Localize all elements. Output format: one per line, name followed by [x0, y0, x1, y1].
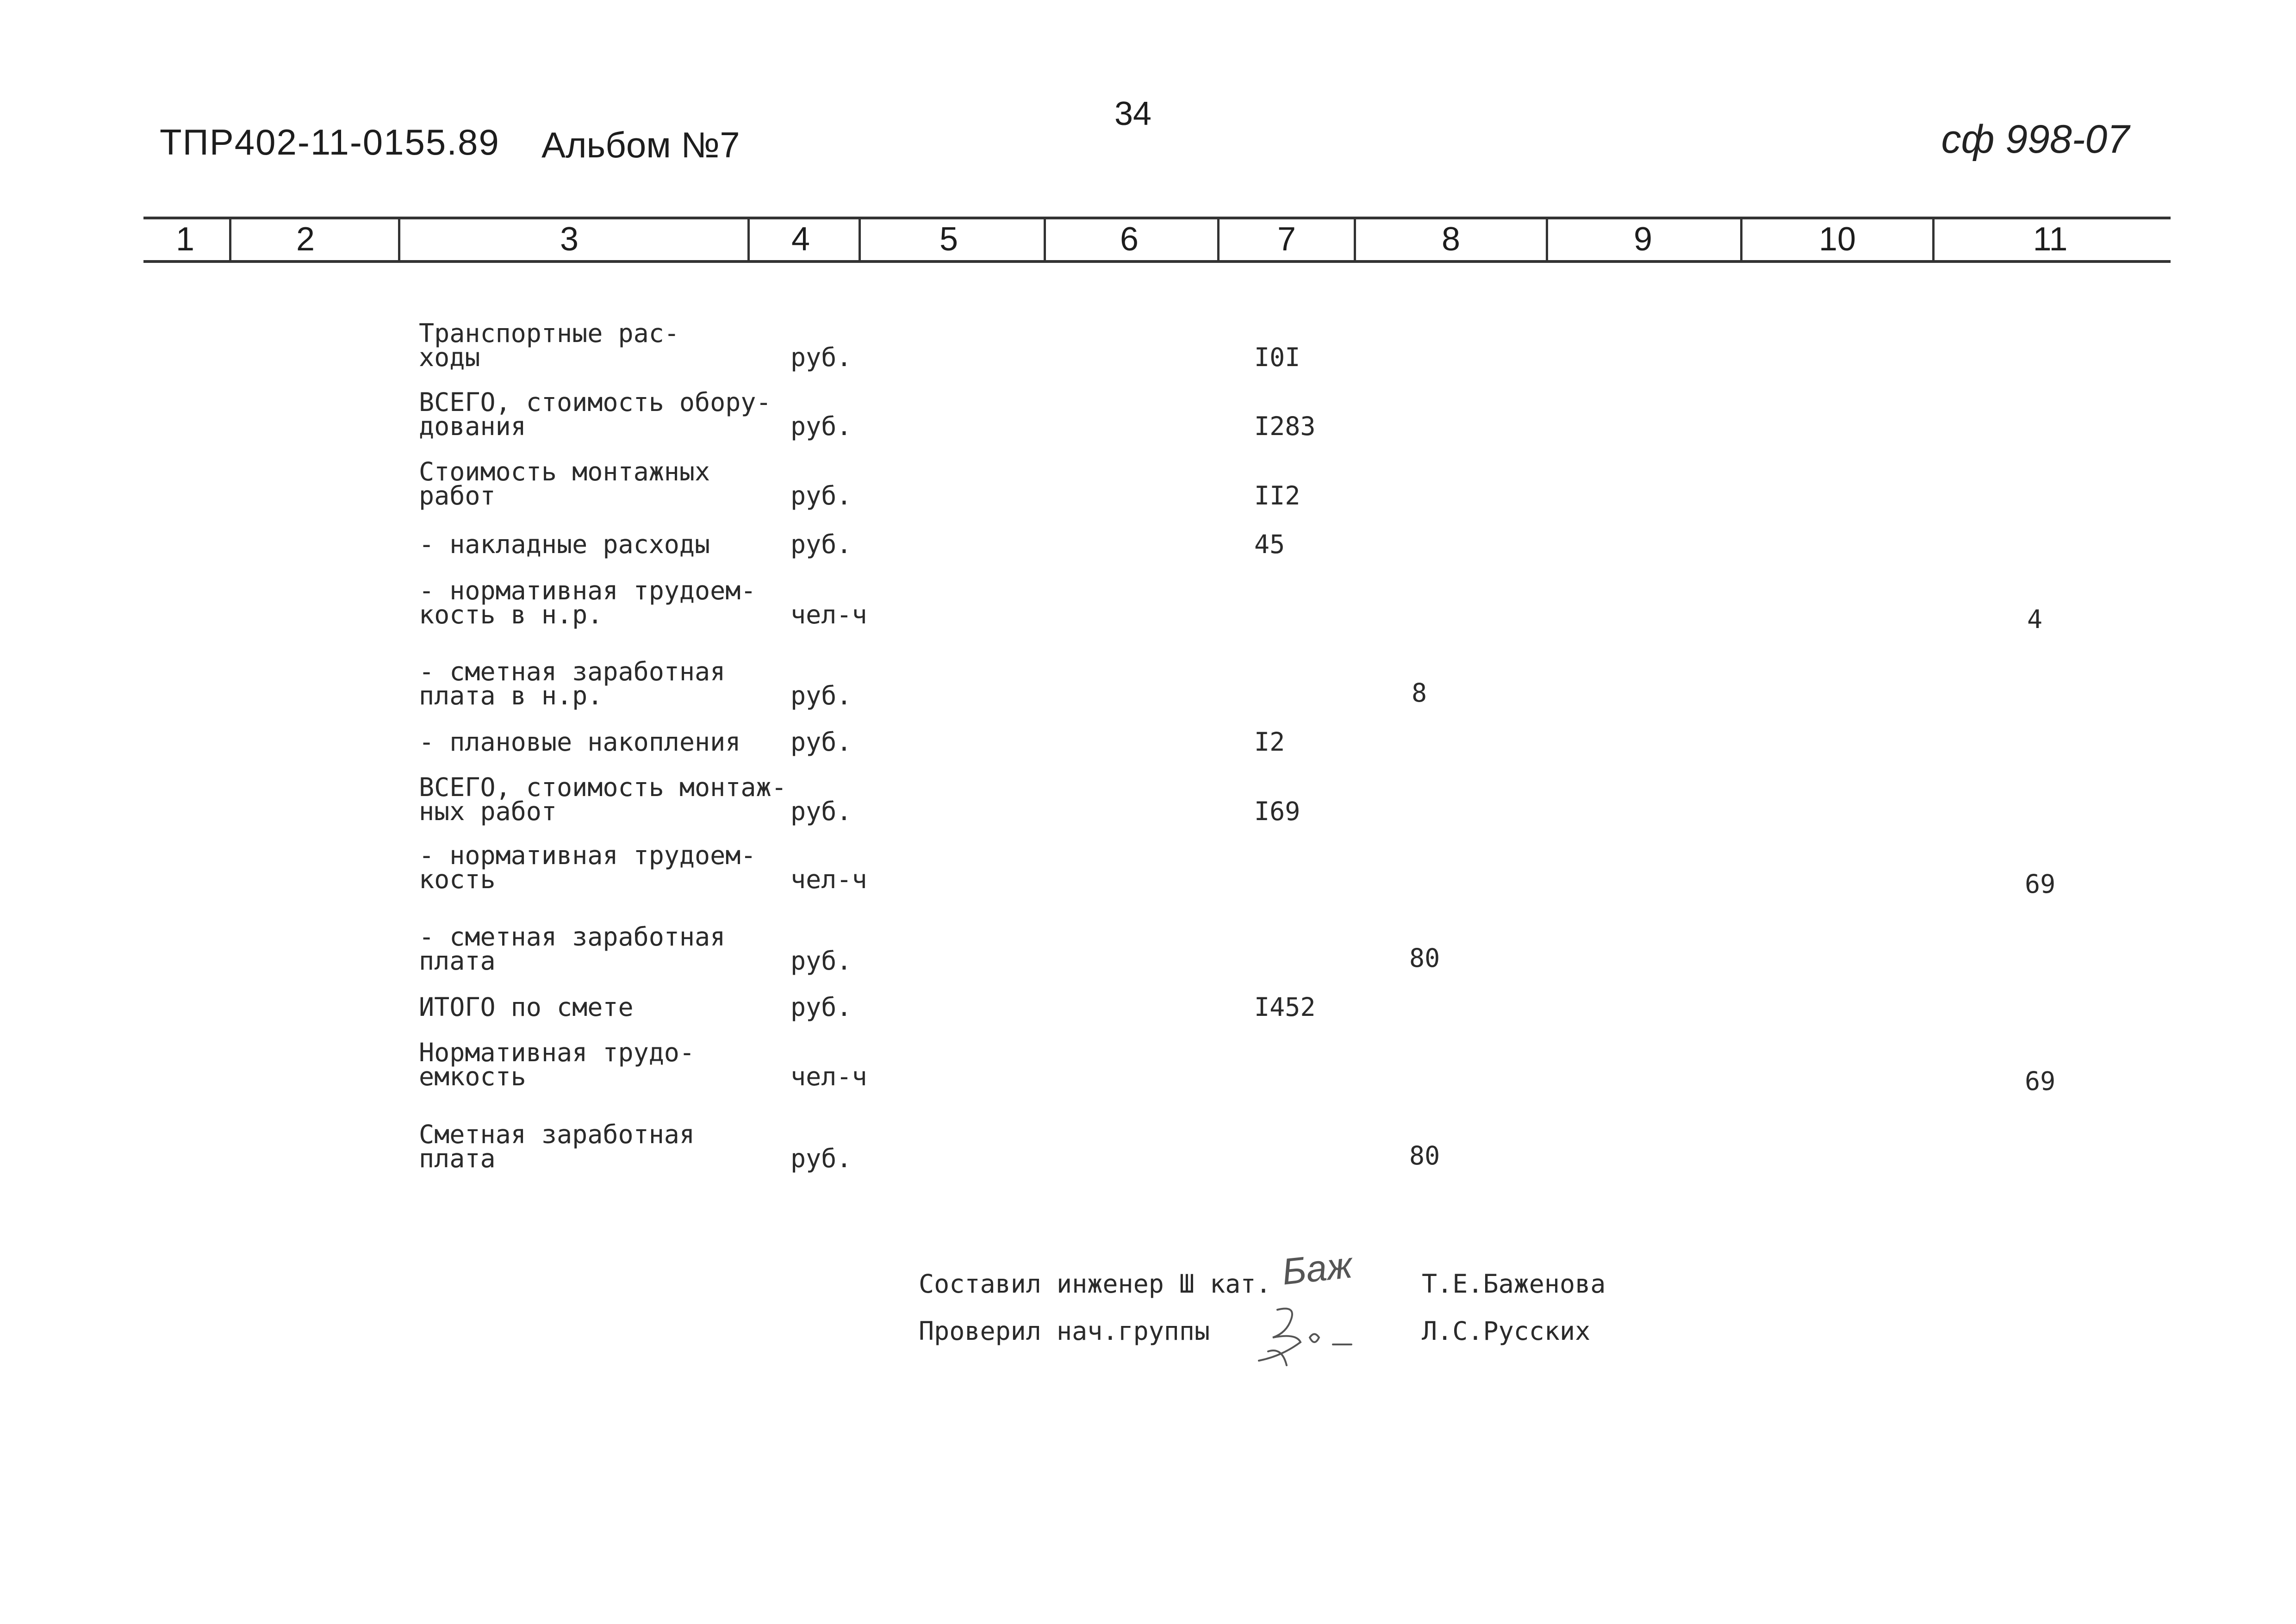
row-label: ВСЕГО, стоимость монтаж- ных работ — [419, 772, 787, 826]
row-value-col7: I0I — [1254, 342, 1300, 372]
row-label: Нормативная трудо- емкость — [419, 1038, 695, 1091]
sheet-code: сф 998-07 — [1941, 117, 2129, 162]
page-number: 34 — [1114, 95, 1152, 132]
row-unit: руб. — [790, 796, 852, 826]
column-number: 7 — [1277, 221, 1296, 258]
compiled-by-name: Т.Е.Баженова — [1422, 1269, 1606, 1299]
row-unit: руб. — [790, 1144, 852, 1173]
album-number: Альбом №7 — [541, 124, 740, 165]
column-number: 2 — [296, 221, 315, 258]
row-label: - нормативная трудоем- кость — [419, 840, 756, 894]
column-divider — [1354, 217, 1356, 263]
column-divider — [1044, 217, 1046, 263]
column-number: 6 — [1120, 221, 1139, 258]
row-label: ВСЕГО, стоимость обору- дования — [419, 387, 772, 441]
checked-by-name: Л.С.Русских — [1422, 1316, 1591, 1346]
column-divider — [229, 217, 231, 263]
row-value-col7: I2 — [1254, 727, 1285, 757]
row-unit: руб. — [790, 946, 852, 976]
column-divider — [747, 217, 750, 263]
column-header-row — [143, 217, 2171, 263]
row-unit: руб. — [790, 529, 852, 559]
row-value-col8: 8 — [1412, 678, 1427, 708]
row-value-col11: 4 — [2027, 604, 2043, 634]
column-number: 5 — [939, 221, 958, 258]
row-label: - сметная заработная плата — [419, 922, 726, 976]
row-value-col7: I452 — [1254, 992, 1316, 1022]
row-unit: руб. — [790, 992, 852, 1022]
header-bottom-rule — [143, 260, 2171, 263]
row-unit: чел-ч — [790, 600, 867, 629]
row-label: Стоимость монтажных работ — [419, 457, 710, 510]
column-divider — [859, 217, 861, 263]
header-top-rule — [143, 217, 2171, 219]
row-label: - плановые накопления — [419, 727, 741, 757]
row-value-col8: 80 — [1409, 943, 1440, 973]
column-number: 3 — [560, 221, 579, 258]
row-value-col7: I283 — [1254, 411, 1316, 441]
column-divider — [1932, 217, 1935, 263]
row-label: - нормативная трудоем- кость в н.р. — [419, 576, 756, 629]
row-label: - сметная заработная плата в н.р. — [419, 657, 726, 710]
row-label: ИТОГО по смете — [419, 992, 634, 1022]
row-unit: чел-ч — [790, 865, 867, 894]
row-label: - накладные расходы — [419, 529, 710, 559]
column-divider — [1217, 217, 1220, 263]
row-unit: руб. — [790, 481, 852, 510]
column-number: 10 — [1818, 221, 1856, 258]
row-value-col11: 69 — [2025, 1066, 2056, 1096]
row-unit: чел-ч — [790, 1062, 867, 1091]
row-unit: руб. — [790, 727, 852, 757]
row-value-col7: I69 — [1254, 796, 1300, 826]
row-unit: руб. — [790, 342, 852, 372]
row-label: Транспортные рас- ходы — [419, 318, 679, 372]
compiled-by-label: Составил инженер Ш кат. — [919, 1269, 1271, 1299]
checked-by-label: Проверил нач.группы — [919, 1316, 1210, 1346]
column-divider — [1740, 217, 1742, 263]
column-number: 9 — [1633, 221, 1653, 258]
row-unit: руб. — [790, 681, 852, 710]
column-number: 4 — [791, 221, 810, 258]
checked-signature — [1240, 1300, 1370, 1384]
row-value-col8: 80 — [1409, 1141, 1440, 1170]
document-code: ТПР402-11-0155.89 — [160, 122, 500, 162]
column-number: 11 — [2033, 221, 2068, 258]
row-value-col7: 45 — [1254, 529, 1285, 559]
column-number: 8 — [1441, 221, 1461, 258]
row-value-col7: II2 — [1254, 481, 1300, 510]
column-number: 1 — [175, 221, 195, 258]
column-divider — [398, 217, 400, 263]
row-value-col11: 69 — [2025, 869, 2056, 899]
row-unit: руб. — [790, 411, 852, 441]
row-label: Сметная заработная плата — [419, 1120, 695, 1173]
column-divider — [1546, 217, 1548, 263]
compiled-signature: Баж — [1280, 1244, 1354, 1293]
